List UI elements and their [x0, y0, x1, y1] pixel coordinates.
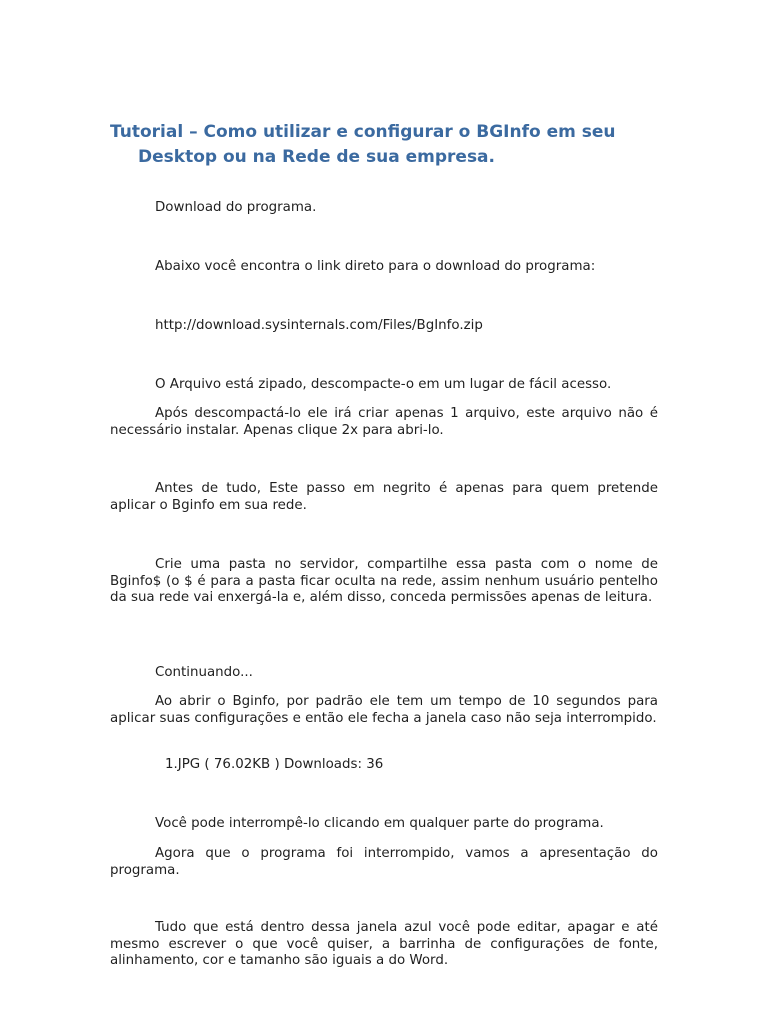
paragraph-presentation: Agora que o programa foi interrompido, vamos a apresentação do programa. — [110, 846, 658, 878]
page-title — [110, 120, 670, 170]
title-line-2: Desktop ou na Rede de sua empresa. — [138, 147, 495, 167]
paragraph-link-intro: Abaixo você encontra o link direto para o download do programa: — [155, 259, 596, 274]
paragraph-timer: Ao abrir o Bginfo, por padrão ele tem um tempo de 10 segundos para aplicar suas configurações e então ele fecha a janela caso não seja interrompido. — [110, 694, 658, 726]
download-link[interactable]: http://download.sysinternals.com/Files/BgInfo.zip — [155, 318, 483, 333]
paragraph-after-unzip: Após descompactá-lo ele irá criar apenas 1 arquivo, este arquivo não é necessário instalar. Apenas clique 2x para abri-lo. — [110, 406, 658, 438]
attachment-link[interactable]: 1.JPG ( 76.02KB ) Downloads: 36 — [165, 757, 384, 772]
paragraph-download-heading: Download do programa. — [155, 200, 317, 215]
paragraph-continuing: Continuando... — [155, 665, 253, 680]
paragraph-blue-window: Tudo que está dentro dessa janela azul você pode editar, apagar e até mesmo escrever o que você quiser, a barrinha de configurações de fonte, alinhamento, cor e tamanho são iguais a do Word. — [110, 920, 658, 968]
paragraph-create-share: Crie uma pasta no servidor, compartilhe essa pasta com o nome de Bginfo$ (o $ é para a pasta ficar oculta na rede, assim nenhum usuário pentelho da sua rede vai enxergá-la e, além disso, conceda permissões apenas de leitura. — [110, 557, 658, 605]
title-line-1: Tutorial – Como utilizar e configurar o BGInfo em seu — [110, 122, 616, 142]
paragraph-interrupt: Você pode interrompê-lo clicando em qualquer parte do programa. — [155, 816, 604, 831]
paragraph-zip-info: O Arquivo está zipado, descompacte-o em um lugar de fácil acesso. — [155, 377, 612, 392]
paragraph-network-note: Antes de tudo, Este passo em negrito é apenas para quem pretende aplicar o Bginfo em sua rede. — [110, 481, 658, 513]
